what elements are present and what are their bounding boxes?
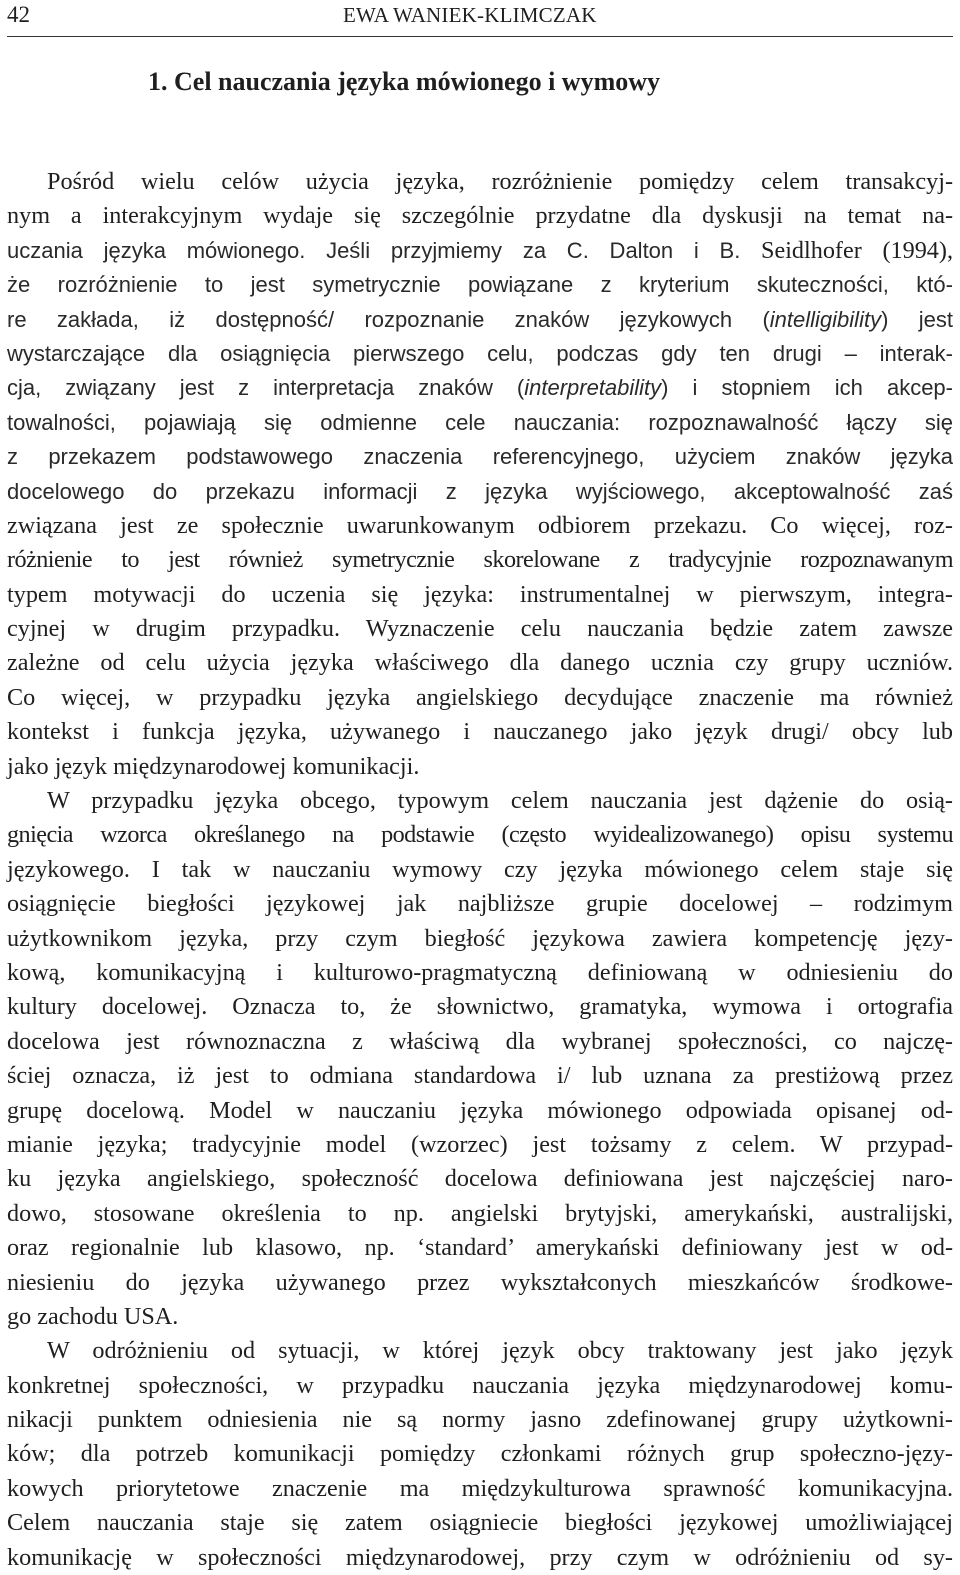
text-line: kowych priorytetowe znaczenie ma międzykulturowa sprawność komunikacyjna. xyxy=(7,1474,953,1502)
text-line: że rozróżnienie to jest symetrycznie powiązane z kryterium skuteczności, któ- xyxy=(7,272,953,298)
text-line: go zachodu USA. xyxy=(7,1302,179,1330)
text-line: Pośród wielu celów użycia języka, rozróżnienie pomiędzy celem transakcyj- xyxy=(47,168,953,195)
text-line: jako język międzynarodowej komunikacji. xyxy=(7,752,420,780)
text-line: osiągnięcie biegłości językowej jak najbliższe grupie docelowej – rodzimym xyxy=(7,890,953,918)
text-segment: re zakłada, iż dostępność/ rozpoznanie znaków językowych ( xyxy=(7,306,770,332)
text-segment: Seidlhofer (1994), xyxy=(740,236,953,264)
text-line: kową, komunikacyjną i kulturowo-pragmatyczną definiowaną w odniesieniu do xyxy=(7,958,953,986)
text-line: różnienie to jest również symetrycznie skorelowane z tradycyjnie rozpoznawanym xyxy=(7,546,953,574)
text-line: kultury docelowej. Oznacza to, że słownictwo, gramatyka, wymowa i ortografia xyxy=(7,993,953,1021)
term-italic: intelligibility xyxy=(769,306,882,332)
text-line: docelowa jest równoznaczna z właściwą dla wybranej społeczności, co najczę- xyxy=(7,1027,953,1055)
text-line: Celem nauczania staje się zatem osiągniecie biegłości językowej umożliwiającej xyxy=(7,1509,953,1537)
text-line: zależne od celu użycia języka właściwego dla danego ucznia czy grupy uczniów. xyxy=(7,649,953,677)
section-title: 1. Cel nauczania języka mówionego i wymowy xyxy=(148,67,661,96)
text-line: oraz regionalnie lub klasowo, np. ‘standard’ amerykański definiowany jest w od- xyxy=(7,1234,953,1262)
body-text xyxy=(7,165,953,1575)
text-line: związana jest ze społecznie uwarunkowanym odbiorem przekazu. Co więcej, roz- xyxy=(7,511,953,539)
page-number: 42 xyxy=(7,2,30,27)
text-line: dowo, stosowane określenia to np. angielski brytyjski, amerykański, australijski, xyxy=(7,1199,953,1227)
text-line: W przypadku języka obcego, typowym celem nauczania jest dążenie do osią- xyxy=(47,787,953,815)
text-line: typem motywacji do uczenia się języka: instrumentalnej w pierwszym, integra- xyxy=(7,580,953,608)
text-line: kontekst i funkcja języka, używanego i nauczanego jako język drugi/ obcy lub xyxy=(7,718,953,746)
text-line: gnięcia wzorca określanego na podstawie (często wyidealizowanego) opisu systemu xyxy=(7,821,953,849)
text-line: cyjnej w drugim przypadku. Wyznaczenie celu nauczania będzie zatem zawsze xyxy=(7,615,953,643)
text-line: wystarczające dla osiągnięcia pierwszego celu, podczas gdy ten drugi – interak- xyxy=(7,340,953,366)
text-line: docelowego do przekazu informacji z języka wyjściowego, akceptowalność zaś xyxy=(7,478,953,504)
text-line xyxy=(7,234,953,268)
text-line: ków; dla potrzeb komunikacji pomiędzy członkami różnych grup społeczno-języ- xyxy=(7,1440,953,1468)
text-line: z przekazem podstawowego znaczenia referencyjnego, użyciem znaków języka xyxy=(7,444,953,470)
text-line: językowego. I tak w nauczaniu wymowy czy języka mówionego celem staje się xyxy=(7,855,953,883)
text-line: konkretnej społeczności, w przypadku nauczania języka międzynarodowej komu- xyxy=(7,1371,953,1399)
text-line: mianie języka; tradycyjnie model (wzorzec) jest tożsamy z celem. W przypad- xyxy=(7,1130,953,1158)
text-line: użytkownikom języka, przy czym biegłość językowa zawiera kompetencję języ- xyxy=(7,924,953,952)
text-line: komunikację w społeczności międzynarodowej, przy czym w odróżnieniu od sy- xyxy=(7,1543,953,1571)
text-line: nikacji punktem odniesienia nie są normy jasno zdefinowanej grupy użytkowni- xyxy=(7,1406,953,1434)
text-line: ku języka angielskiego, społeczność docelowa definiowana jest najczęściej naro- xyxy=(7,1165,953,1193)
text-line: nym a interakcyjnym wydaje się szczególnie przydatne dla dyskusji na temat na- xyxy=(7,202,953,230)
text-line: ściej oznacza, iż jest to odmiana standardowa i/ lub uznana za prestiżową przez xyxy=(7,1062,953,1090)
text-line: Co więcej, w przypadku języka angielskiego decydujące znaczenie ma również xyxy=(7,683,953,711)
text-line xyxy=(7,303,953,337)
text-line: W odróżnieniu od sytuacji, w której język obcy traktowany jest jako język xyxy=(47,1337,953,1365)
text-segment: uczania języka mówionego. Jeśli przyjmiemy za C. Dalton i B. xyxy=(7,237,741,263)
running-head: EWA WANIEK-KLIMCZAK xyxy=(343,3,597,27)
text-line: niesieniu do języka używanego przez wykształconych mieszkańców środkowe- xyxy=(7,1268,953,1296)
text-line xyxy=(7,371,953,405)
text-segment: ) i stopniem ich akcep- xyxy=(661,375,953,401)
text-segment: ) jest xyxy=(881,306,953,332)
term-italic: interpretability xyxy=(524,375,662,401)
text-segment: cja, związany jest z interpretacja znaków ( xyxy=(7,375,525,401)
text-line: towalności, pojawiają się odmienne cele nauczania: rozpoznawalność łączy się xyxy=(7,409,953,435)
text-line: grupę docelową. Model w nauczaniu języka mówionego odpowiada opisanej od- xyxy=(7,1096,953,1124)
page-header xyxy=(7,0,953,37)
